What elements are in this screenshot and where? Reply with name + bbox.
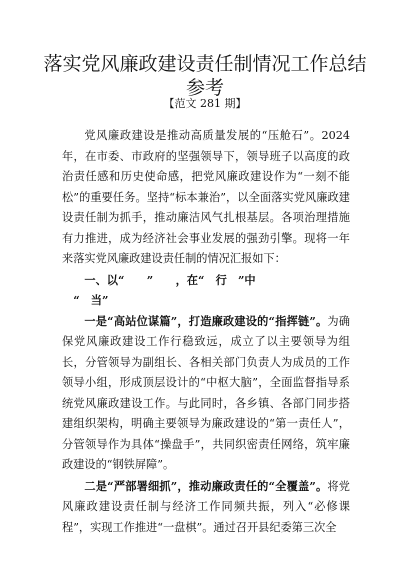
- item2-paragraph: [62, 476, 350, 539]
- document-title: 落实党风廉政建设责任制情况工作总结参考: [43, 53, 367, 99]
- item1-lead: 一是“高站位谋篇”，打造廉政建设的“指挥链”。: [84, 313, 328, 328]
- issue-number: 【范文 281 期】: [163, 97, 247, 110]
- intro-paragraph: 党风廉政建设是推动高质量发展的“压舱石”。2024年，在市委、市政府的坚强领导下，领导班子以高度的政治责任感和历史使命感，把党风廉政建设作为“一刻不能松”的重要任务。坚持“标本兼治”，以全面落实党风廉政建设责任制为抓手，推动廉洁风气扎根基层。各项治理措施有力推进，成为经济社会事业发展的强劲引擎。现将一年来落实党风廉政建设责任制的情况汇报如下：: [62, 129, 350, 265]
- item2-lead: 二是“严部署细抓”，推动廉政责任的“全覆盖”。: [84, 478, 328, 493]
- item2-body: 将党风廉政建设责任制与经济工作同频共振，列入“必修课程”，实现工作推进“一盘棋”。通过召开县纪委第三次全: [62, 479, 350, 534]
- section-heading-line1: 一、以“ ” ，在“ 行 ”中: [84, 272, 256, 287]
- item1-paragraph: [62, 311, 350, 476]
- section-heading-line2: “ 当”: [73, 293, 109, 307]
- document-body: [62, 126, 350, 538]
- item1-body: 为确保党风廉政建设工作行稳致远，成立了以主要领导为组长，分管领导为副组长、各相关部门负责人为成员的工作领导小组，形成顶层设计的“中枢大脑”，全面监督指导系统党风廉政建设工作。与此同时，各乡镇、各部门同步搭建组织架构，明确主要领导为廉政建设的“第一责任人”，分管领导作为具体“操盘手”，共同织密责任网络，筑牢廉政建设的“钢铁屏障”。: [62, 314, 350, 471]
